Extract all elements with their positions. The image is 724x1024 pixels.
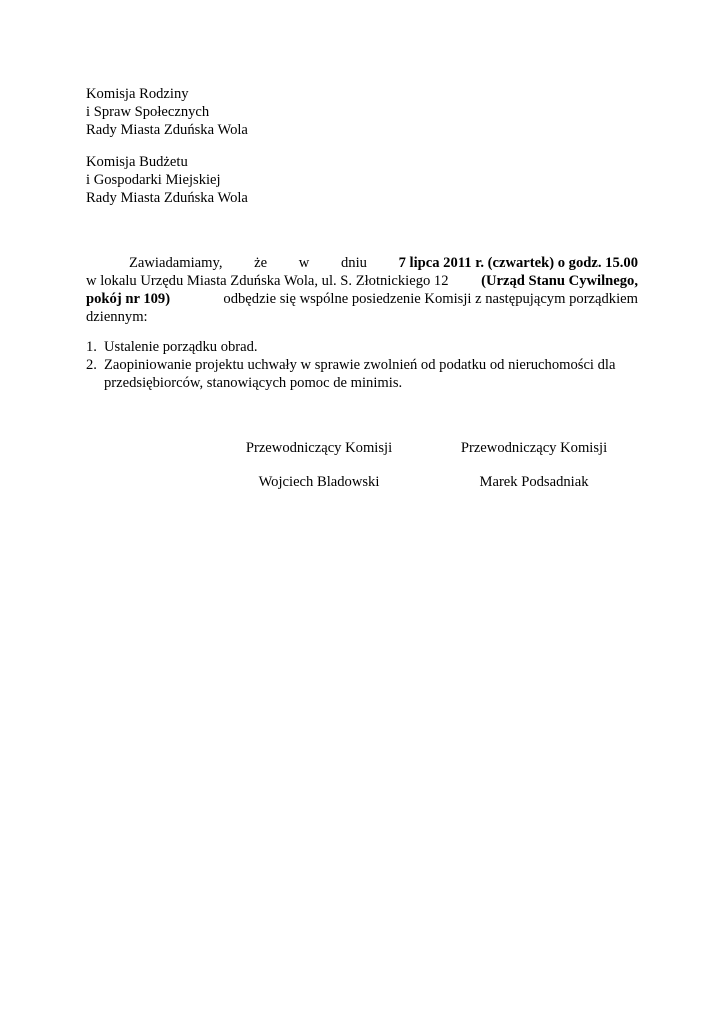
addressee-2-line-1: Komisja Budżetu <box>86 154 188 170</box>
notice-word: Zawiadamiamy, <box>129 255 223 271</box>
agenda-item-2 <box>86 356 638 392</box>
signature-name: Wojciech Bladowski <box>258 474 380 490</box>
agenda-list <box>86 338 638 392</box>
signature-role: Przewodniczący Komisji <box>245 440 393 456</box>
notice-word: dniu <box>340 255 367 271</box>
agenda-item-text: Ustalenie porządku obrad. <box>104 339 258 355</box>
notice-text: dziennym: <box>86 309 148 325</box>
notice-line-1 <box>86 254 638 272</box>
addressee-2-line-2: i Gospodarki Miejskiej <box>86 172 221 188</box>
notice-text: odbędzie się wspólne posiedzenie Komisji z następującym porządkiem <box>223 291 638 307</box>
signature-name: Marek Podsadniak <box>479 474 589 490</box>
meeting-address: w lokalu Urzędu Miasta Zduńska Wola, ul. S. Złotnickiego 12 <box>86 273 449 289</box>
signature-role: Przewodniczący Komisji <box>460 440 608 456</box>
meeting-room: pokój nr 109) <box>86 291 171 307</box>
signature-right <box>455 439 613 491</box>
addressee-1-line-1: Komisja Rodziny <box>86 86 189 102</box>
signature-left <box>240 439 398 491</box>
notice-line-2 <box>86 272 638 290</box>
notice-word: w <box>298 255 310 271</box>
addressee-1-line-2: i Spraw Społecznych <box>86 104 210 120</box>
agenda-item-number: 1. <box>86 339 97 355</box>
agenda-item-text: Zaopiniowanie projektu uchwały w sprawie zwolnień od podatku od nieruchomości dla <box>104 357 616 373</box>
notice-line-3 <box>86 290 638 308</box>
addressee-block-1 <box>86 85 486 139</box>
notice-word: że <box>254 255 268 271</box>
notice-paragraph <box>86 254 638 326</box>
addressee-block-2 <box>86 153 486 207</box>
meeting-venue: (Urząd Stanu Cywilnego, <box>481 273 638 289</box>
agenda-item-text-line-2: przedsiębiorców, stanowiących pomoc de minimis. <box>104 375 403 391</box>
agenda-item-1 <box>86 338 638 356</box>
notice-line-4 <box>86 308 638 326</box>
meeting-date: 7 lipca 2011 r. (czwartek) o godz. 15.00 <box>398 255 638 271</box>
addressee-2-line-3: Rady Miasta Zduńska Wola <box>86 190 248 206</box>
agenda-item-text-line-1 <box>104 356 638 374</box>
addressee-1-line-3: Rady Miasta Zduńska Wola <box>86 122 248 138</box>
agenda-item-number: 2. <box>86 357 97 373</box>
